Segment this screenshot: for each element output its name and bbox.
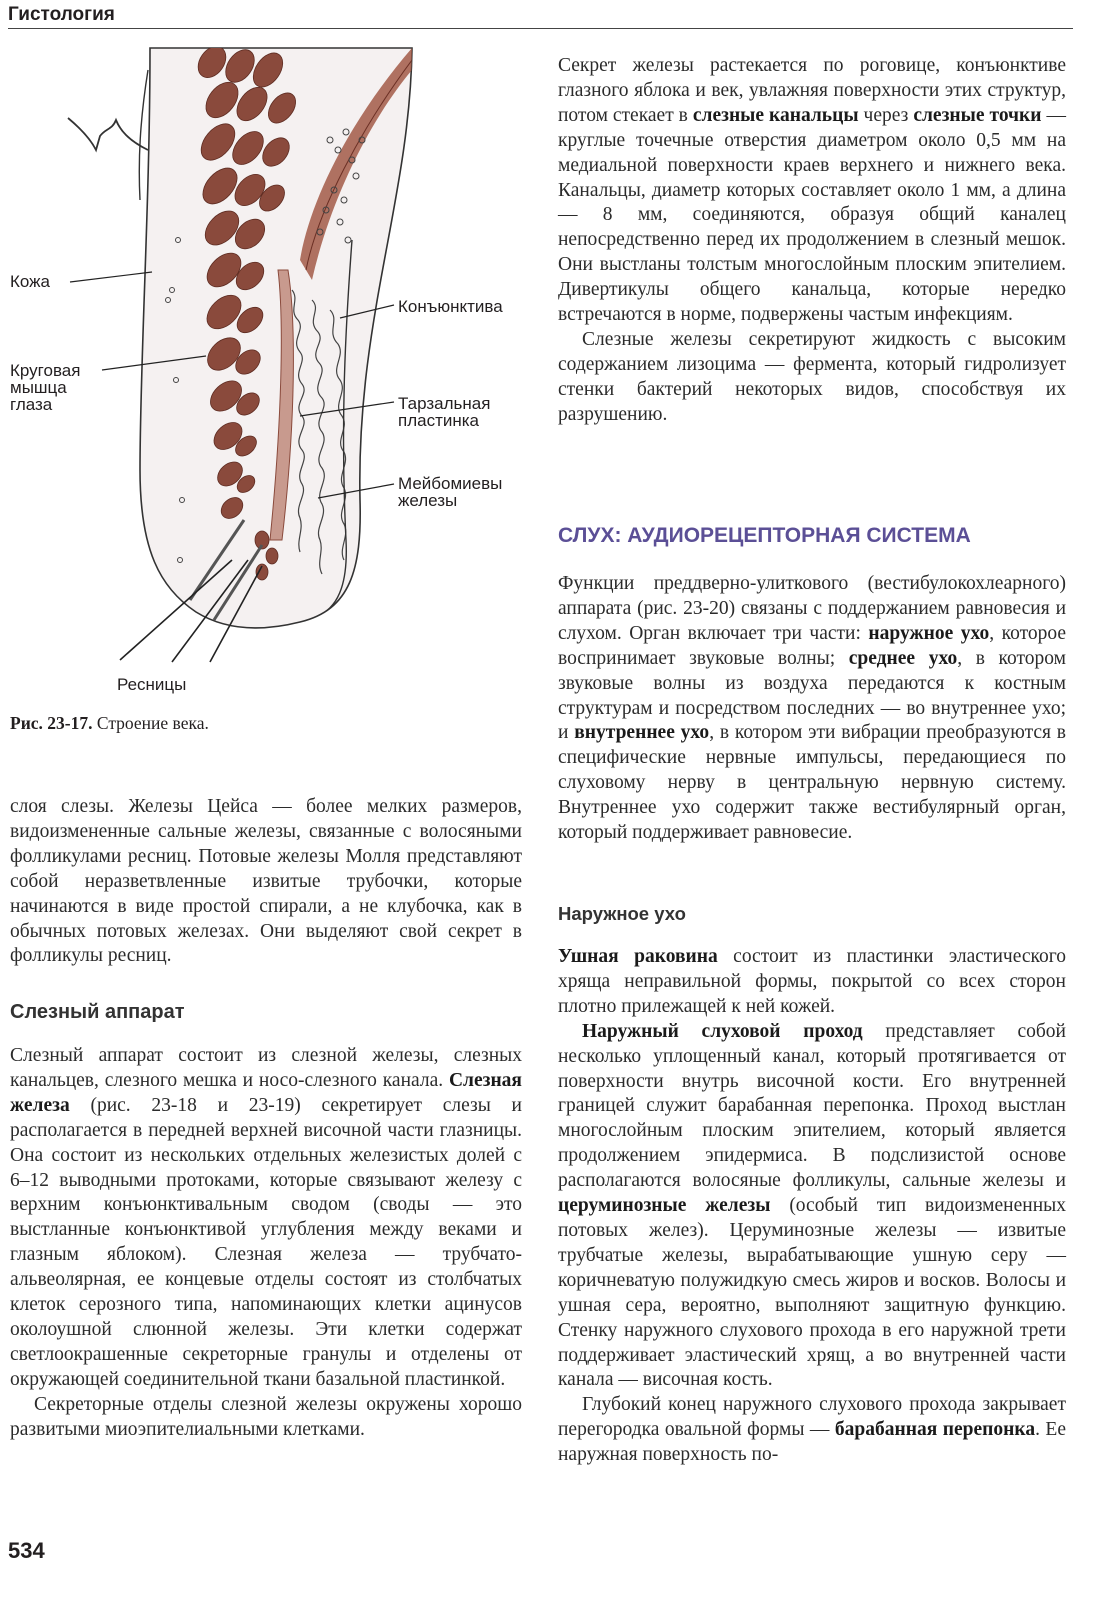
term-middle-ear: среднее ухо <box>848 647 958 669</box>
term-lacrimal-gland: Слезная железа <box>10 1069 522 1116</box>
term-tympanic-membrane: барабанная перепонка <box>834 1419 1036 1441</box>
label-tarsal-line-1: Тарзальная <box>398 394 491 413</box>
paragraph <box>558 1020 1066 1394</box>
header-rule <box>8 28 1073 29</box>
right-column-top <box>558 54 1066 428</box>
text-run: Глубокий конец наружного слухового прохода закрывает перегородка овальной формы — <box>558 1394 1066 1441</box>
label-meibomian <box>398 475 502 509</box>
text-run: (особый тип видоизмененных потовых желез). Церуминозные железы — извитые трубчатые железы, вырабатывающие ушную серу — коричневатую полужидкую смесь жиров и восков. Волосы и ушная сера, вероятно, выполняют защитную функцию. Стенку наружного слухового прохода в его наружной трети поддерживает эластический хрящ, а во внутренней части канала — височная кость. <box>558 1195 1066 1391</box>
label-eyelashes: Ресницы <box>117 675 187 694</box>
text-run: , в котором эти вибрации преобразуются в специфические нервные импульсы, передающиеся по слуховому нерву в центральную нервную систему. Внутреннее ухо содержит также вестибулярный орган, который поддерживает равновесие. <box>558 722 1067 844</box>
caption-text: Строение века. <box>96 713 209 733</box>
label-tarsal <box>398 395 490 429</box>
page-number: 534 <box>8 1538 45 1563</box>
term-external-canal: Наружный слуховой проход <box>582 1020 863 1042</box>
text-run: , в котором звуковые волны из воздуха передаются к костным структурам и посредством последних — во внутреннее ухо; и <box>558 647 1066 744</box>
label-tarsal-line-2: пластинка <box>398 411 480 430</box>
text-run: через <box>858 104 914 126</box>
term-canaliculi: слезные канальцы <box>692 104 859 126</box>
paragraph <box>558 54 1066 328</box>
label-muscle-line-2: мышца <box>10 378 67 397</box>
label-skin: Кожа <box>10 272 50 291</box>
term-ceruminous-glands: церуминозные железы <box>558 1195 771 1217</box>
section-heading-hearing: СЛУХ: АУДИОРЕЦЕПТОРНАЯ СИСТЕМА <box>558 524 971 547</box>
left-column-bottom <box>10 1044 522 1443</box>
text-run: . Ее наружная поверхность по- <box>558 1419 1066 1466</box>
paragraph <box>558 945 1066 1020</box>
term-puncta: слезные точки <box>913 104 1042 126</box>
paragraph: Слезные железы секретируют жидкость с высоким содержанием лизоцима — фермента, который гидролизует стенки бактерий некоторых видов, способствуя их разрушению. <box>558 328 1066 425</box>
paragraph <box>558 1393 1066 1468</box>
running-header: Гистология <box>8 4 115 25</box>
figure-caption <box>10 713 209 734</box>
paragraph <box>10 1044 522 1393</box>
text-run: представляет собой несколько уплощенный канал, который протягивается от поверхности внутрь височной кости. Его внутренней границей служит барабанная перепонка. Проход выстлан многослойным плоским эпителием, который является продолжением эпидермиса. В подслизистой основе располагаются волосяные фолликулы, сальные железы и <box>558 1020 1066 1192</box>
paragraph: слоя слезы. Железы Цейса — более мелких размеров, видоизмененные сальные железы, связанные с волосяными фолликулами ресниц. Потовые железы Молля представляют собой неразветвленные извитые трубочки, которые начинаются в виде простой спирали, а не клубочка, как в обычных потовых железах. Они выделяют свой секрет в фолликулы ресниц. <box>10 796 522 967</box>
label-meibomian-line-1: Мейбомиевы <box>398 474 503 493</box>
subsection-heading-outer-ear: Наружное ухо <box>558 903 686 924</box>
section-heading-lacrimal: Слезный аппарат <box>10 1001 185 1023</box>
label-meibomian-line-2: железы <box>398 491 458 510</box>
right-column-bottom <box>558 945 1066 1468</box>
paragraph <box>558 572 1066 846</box>
text-run: — круглые точечные отверстия диаметром около 0,5 мм на медиальной поверхности краев верхнего и нижнего века. Канальцы, диаметр которых составляет около 1 мм, а длина — 8 мм, соединяются, образуя общий каналец непосредственно перед их продолжением в слезный мешок. Они выстланы толстым многослойным плоским эпителием. Дивертикулы общего канальца, которые нередко встречаются в норме, подвержены частым инфекциям. <box>558 104 1066 326</box>
text-run: , которое воспринимает звуковые волны; <box>558 622 1066 669</box>
text-run: (рис. 23-18 и 23-19) секретирует слезы и располагается в передней верхней височной части глазницы. Она состоит из нескольких отдельных железистых долей с 6–12 выводными протоками, которые связывают железу с верхним конъюнктивальным сводом (своды — это выстланные конъюнктивой углубления между веками и глазным яблоком). Слезная железа — трубчато-альвеолярная, ее концевые отделы состоят из столбчатых клеток серозного типа, напоминающих клетки ацинусов околоушной слюнной железы. Эти клетки содержат светлоокрашенные секреторные гранулы и отделены от окружающей соединительной ткани базальной пластинкой. <box>10 1094 522 1390</box>
label-muscle <box>10 362 80 413</box>
label-muscle-line-1: Круговая <box>10 361 81 380</box>
text-run: Слезный аппарат состоит из слезной железы, слезных канальцев, слезного мешка и носо-слезного канала. <box>10 1045 522 1091</box>
text-run: Функции преддверно-улиткового (вестибулокохлеарного) аппарата (рис. 23-20) связаны с поддержанием равновесия и слухом. Орган включает три части: <box>558 573 1066 644</box>
label-conjunctiva: Конъюнктива <box>398 297 503 316</box>
eyelid-figure <box>0 30 540 710</box>
label-muscle-line-3: глаза <box>10 395 53 414</box>
right-column-middle <box>558 572 1066 846</box>
text-run: Секрет железы растекается по роговице, конъюнктиве глазного яблока и век, увлажняя поверхности этих структур, потом стекает в <box>558 55 1066 126</box>
term-inner-ear: внутреннее ухо <box>574 722 710 744</box>
text-run: состоит из пластинки эластического хряща неправильной формы, покрытой со всех сторон плотно прилежащей к ней кожей. <box>558 946 1066 1017</box>
caption-number: Рис. 23-17. <box>10 713 93 733</box>
left-column-top <box>10 795 522 969</box>
paragraph: Секреторные отделы слезной железы окружены хорошо развитыми миоэпителиальными клетками. <box>10 1393 522 1440</box>
term-outer-ear: наружное ухо <box>868 622 990 644</box>
term-auricle: Ушная раковина <box>558 946 718 967</box>
